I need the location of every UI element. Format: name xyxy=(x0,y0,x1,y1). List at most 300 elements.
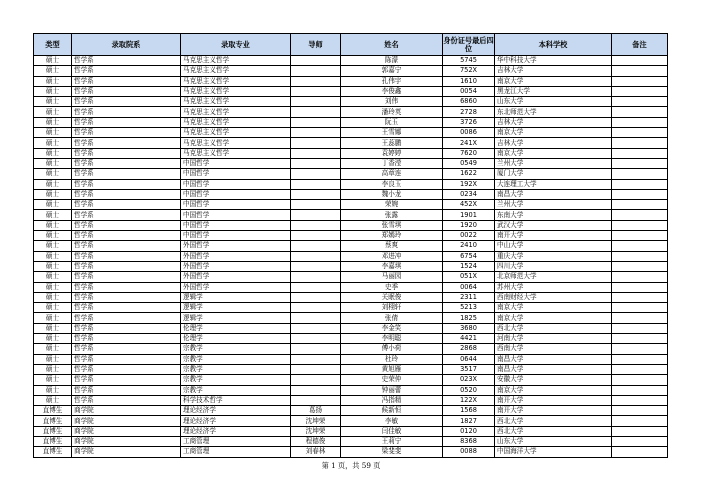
cell-id-last4: 1622 xyxy=(443,169,495,179)
cell-name: 孔伟宇 xyxy=(341,76,443,86)
cell-id-last4: 0520 xyxy=(443,385,495,395)
cell-id-last4: 2728 xyxy=(443,107,495,117)
cell-id-last4: 1524 xyxy=(443,261,495,271)
header-undergrad-school: 本科学校 xyxy=(495,34,612,56)
cell-type: 硕士 xyxy=(34,364,72,374)
cell-department: 哲学系 xyxy=(72,86,181,96)
cell-type: 硕士 xyxy=(34,334,72,344)
cell-remarks xyxy=(612,148,668,158)
cell-type: 硕士 xyxy=(34,158,72,168)
table-row xyxy=(34,395,668,405)
cell-department: 哲学系 xyxy=(72,179,181,189)
cell-supervisor xyxy=(291,334,341,344)
cell-major: 马克思主义哲学 xyxy=(181,117,291,127)
table-row xyxy=(34,375,668,385)
cell-major: 逻辑学 xyxy=(181,292,291,302)
cell-supervisor xyxy=(291,231,341,241)
cell-supervisor xyxy=(291,117,341,127)
cell-supervisor xyxy=(291,261,341,271)
cell-type: 直博生 xyxy=(34,436,72,446)
cell-supervisor: 刘春林 xyxy=(291,447,341,457)
cell-remarks xyxy=(612,128,668,138)
cell-major: 宗教学 xyxy=(181,354,291,364)
cell-remarks xyxy=(612,241,668,251)
cell-supervisor xyxy=(291,66,341,76)
cell-undergrad-school: 南昌大学 xyxy=(495,364,612,374)
cell-department: 哲学系 xyxy=(72,344,181,354)
cell-remarks xyxy=(612,107,668,117)
cell-id-last4: 6860 xyxy=(443,97,495,107)
cell-supervisor: 沈坤荣 xyxy=(291,416,341,426)
cell-major: 马克思主义哲学 xyxy=(181,97,291,107)
cell-id-last4: 452X xyxy=(443,200,495,210)
admission-table xyxy=(33,33,668,458)
table-row xyxy=(34,128,668,138)
cell-id-last4: 3517 xyxy=(443,364,495,374)
cell-name: 史荣仲 xyxy=(341,375,443,385)
cell-department: 商学院 xyxy=(72,426,181,436)
cell-name: 潘玲英 xyxy=(341,107,443,117)
cell-name: 梁斐斐 xyxy=(341,447,443,457)
cell-type: 硕士 xyxy=(34,86,72,96)
cell-id-last4: 0234 xyxy=(443,189,495,199)
cell-remarks xyxy=(612,220,668,230)
cell-major: 马克思主义哲学 xyxy=(181,128,291,138)
cell-major: 马克思主义哲学 xyxy=(181,56,291,66)
cell-supervisor xyxy=(291,128,341,138)
table-row xyxy=(34,231,668,241)
cell-supervisor xyxy=(291,241,341,251)
cell-department: 哲学系 xyxy=(72,303,181,313)
cell-type: 硕士 xyxy=(34,210,72,220)
cell-type: 硕士 xyxy=(34,303,72,313)
table-row xyxy=(34,416,668,426)
table-row xyxy=(34,107,668,117)
cell-remarks xyxy=(612,292,668,302)
cell-id-last4: 7620 xyxy=(443,148,495,158)
cell-department: 哲学系 xyxy=(72,158,181,168)
cell-id-last4: 0120 xyxy=(443,426,495,436)
table-row xyxy=(34,323,668,333)
cell-department: 商学院 xyxy=(72,447,181,457)
cell-remarks xyxy=(612,406,668,416)
cell-undergrad-school: 黑龙江大学 xyxy=(495,86,612,96)
cell-undergrad-school: 南京大学 xyxy=(495,76,612,86)
header-major: 录取专业 xyxy=(181,34,291,56)
cell-name: 蔡爽 xyxy=(341,241,443,251)
cell-department: 哲学系 xyxy=(72,251,181,261)
cell-id-last4: 1901 xyxy=(443,210,495,220)
cell-type: 硕士 xyxy=(34,117,72,127)
cell-type: 硕士 xyxy=(34,292,72,302)
cell-remarks xyxy=(612,344,668,354)
table-row xyxy=(34,385,668,395)
cell-undergrad-school: 西南大学 xyxy=(495,344,612,354)
cell-supervisor xyxy=(291,344,341,354)
cell-major: 伦理学 xyxy=(181,323,291,333)
table-row xyxy=(34,313,668,323)
cell-department: 哲学系 xyxy=(72,128,181,138)
cell-undergrad-school: 北京师范大学 xyxy=(495,272,612,282)
cell-supervisor xyxy=(291,138,341,148)
cell-remarks xyxy=(612,117,668,127)
cell-name: 王蕊鹏 xyxy=(341,138,443,148)
cell-supervisor: 程德俊 xyxy=(291,436,341,446)
cell-department: 哲学系 xyxy=(72,395,181,405)
cell-type: 硕士 xyxy=(34,313,72,323)
cell-undergrad-school: 南开大学 xyxy=(495,231,612,241)
cell-major: 马克思主义哲学 xyxy=(181,86,291,96)
cell-type: 硕士 xyxy=(34,56,72,66)
cell-name: 杜玲 xyxy=(341,354,443,364)
header-department: 录取院系 xyxy=(72,34,181,56)
cell-type: 硕士 xyxy=(34,138,72,148)
cell-name: 郭嘉宁 xyxy=(341,66,443,76)
cell-remarks xyxy=(612,426,668,436)
cell-department: 哲学系 xyxy=(72,385,181,395)
cell-name: 傅小荷 xyxy=(341,344,443,354)
cell-major: 中国哲学 xyxy=(181,231,291,241)
cell-remarks xyxy=(612,97,668,107)
cell-undergrad-school: 山东大学 xyxy=(495,436,612,446)
cell-major: 马克思主义哲学 xyxy=(181,148,291,158)
cell-supervisor xyxy=(291,220,341,230)
cell-remarks xyxy=(612,375,668,385)
table-row xyxy=(34,251,668,261)
cell-name: 候新恒 xyxy=(341,406,443,416)
table-row xyxy=(34,261,668,271)
cell-remarks xyxy=(612,313,668,323)
table-row xyxy=(34,56,668,66)
cell-type: 硕士 xyxy=(34,282,72,292)
cell-undergrad-school: 兰州大学 xyxy=(495,200,612,210)
cell-name: 袁婷婷 xyxy=(341,148,443,158)
cell-id-last4: 241X xyxy=(443,138,495,148)
cell-undergrad-school: 武汉大学 xyxy=(495,220,612,230)
cell-name: 荣婉 xyxy=(341,200,443,210)
cell-remarks xyxy=(612,303,668,313)
cell-department: 商学院 xyxy=(72,436,181,446)
table-row xyxy=(34,158,668,168)
cell-name: 冯指精 xyxy=(341,395,443,405)
cell-name: 丁香滢 xyxy=(341,158,443,168)
table-row xyxy=(34,117,668,127)
cell-id-last4: 5745 xyxy=(443,56,495,66)
cell-department: 哲学系 xyxy=(72,282,181,292)
cell-name: 张雪琪 xyxy=(341,220,443,230)
cell-name: 黄旭雁 xyxy=(341,364,443,374)
cell-supervisor xyxy=(291,282,341,292)
cell-major: 逻辑学 xyxy=(181,303,291,313)
cell-department: 哲学系 xyxy=(72,272,181,282)
cell-major: 马克思主义哲学 xyxy=(181,138,291,148)
cell-remarks xyxy=(612,56,668,66)
cell-id-last4: 0549 xyxy=(443,158,495,168)
cell-name: 陈濛 xyxy=(341,56,443,66)
cell-name: 闫佳敏 xyxy=(341,426,443,436)
cell-type: 硕士 xyxy=(34,385,72,395)
cell-id-last4: 0088 xyxy=(443,447,495,457)
cell-remarks xyxy=(612,76,668,86)
cell-remarks xyxy=(612,395,668,405)
cell-department: 哲学系 xyxy=(72,66,181,76)
cell-undergrad-school: 南京大学 xyxy=(495,148,612,158)
cell-supervisor xyxy=(291,158,341,168)
cell-name: 李敏 xyxy=(341,416,443,426)
cell-remarks xyxy=(612,282,668,292)
cell-type: 硕士 xyxy=(34,66,72,76)
cell-name: 钟丽蕾 xyxy=(341,385,443,395)
cell-undergrad-school: 南开大学 xyxy=(495,406,612,416)
cell-remarks xyxy=(612,354,668,364)
cell-supervisor xyxy=(291,272,341,282)
cell-name: 李金笑 xyxy=(341,323,443,333)
cell-name: 史季 xyxy=(341,282,443,292)
cell-type: 硕士 xyxy=(34,189,72,199)
cell-major: 中国哲学 xyxy=(181,210,291,220)
cell-type: 硕士 xyxy=(34,179,72,189)
cell-major: 中国哲学 xyxy=(181,220,291,230)
header-supervisor: 导师 xyxy=(291,34,341,56)
table-row xyxy=(34,282,668,292)
cell-supervisor xyxy=(291,364,341,374)
cell-undergrad-school: 南京大学 xyxy=(495,385,612,395)
cell-department: 哲学系 xyxy=(72,261,181,271)
cell-type: 硕士 xyxy=(34,128,72,138)
cell-type: 硕士 xyxy=(34,241,72,251)
cell-remarks xyxy=(612,158,668,168)
header-remarks: 备注 xyxy=(612,34,668,56)
cell-department: 哲学系 xyxy=(72,97,181,107)
table-row xyxy=(34,220,668,230)
table-row xyxy=(34,436,668,446)
cell-remarks xyxy=(612,385,668,395)
cell-major: 外国哲学 xyxy=(181,251,291,261)
cell-supervisor xyxy=(291,210,341,220)
cell-undergrad-school: 南开大学 xyxy=(495,395,612,405)
cell-id-last4: 0086 xyxy=(443,128,495,138)
cell-major: 宗教学 xyxy=(181,364,291,374)
header-id-last4: 身份证号最后四位 xyxy=(443,34,495,56)
table-row xyxy=(34,97,668,107)
cell-undergrad-school: 苏州大学 xyxy=(495,282,612,292)
cell-major: 马克思主义哲学 xyxy=(181,66,291,76)
cell-major: 宗教学 xyxy=(181,385,291,395)
cell-supervisor xyxy=(291,76,341,86)
cell-id-last4: 0064 xyxy=(443,282,495,292)
table-row xyxy=(34,179,668,189)
cell-type: 直博生 xyxy=(34,416,72,426)
cell-id-last4: 0022 xyxy=(443,231,495,241)
cell-major: 宗教学 xyxy=(181,344,291,354)
cell-id-last4: 3680 xyxy=(443,323,495,333)
cell-undergrad-school: 西北大学 xyxy=(495,323,612,333)
cell-department: 哲学系 xyxy=(72,292,181,302)
cell-type: 硕士 xyxy=(34,354,72,364)
cell-undergrad-school: 安徽大学 xyxy=(495,375,612,385)
cell-undergrad-school: 厦门大学 xyxy=(495,169,612,179)
cell-type: 硕士 xyxy=(34,323,72,333)
table-row xyxy=(34,189,668,199)
cell-remarks xyxy=(612,436,668,446)
cell-department: 哲学系 xyxy=(72,56,181,66)
cell-remarks xyxy=(612,200,668,210)
cell-name: 郑嫣玲 xyxy=(341,231,443,241)
cell-type: 硕士 xyxy=(34,97,72,107)
table-row xyxy=(34,354,668,364)
cell-supervisor xyxy=(291,385,341,395)
cell-type: 直博生 xyxy=(34,426,72,436)
cell-name: 高章连 xyxy=(341,169,443,179)
cell-name: 李嘉琪 xyxy=(341,261,443,271)
cell-type: 硕士 xyxy=(34,395,72,405)
cell-department: 哲学系 xyxy=(72,220,181,230)
cell-undergrad-school: 河南大学 xyxy=(495,334,612,344)
cell-remarks xyxy=(612,86,668,96)
cell-type: 硕士 xyxy=(34,261,72,271)
table-row xyxy=(34,292,668,302)
cell-name: 魏小龙 xyxy=(341,189,443,199)
cell-department: 商学院 xyxy=(72,406,181,416)
table-row xyxy=(34,334,668,344)
cell-supervisor: 葛扬 xyxy=(291,406,341,416)
cell-supervisor xyxy=(291,107,341,117)
cell-remarks xyxy=(612,251,668,261)
cell-major: 马克思主义哲学 xyxy=(181,107,291,117)
cell-department: 哲学系 xyxy=(72,375,181,385)
table-row xyxy=(34,406,668,416)
cell-remarks xyxy=(612,231,668,241)
cell-supervisor xyxy=(291,56,341,66)
cell-id-last4: 1920 xyxy=(443,220,495,230)
cell-major: 逻辑学 xyxy=(181,313,291,323)
table-row xyxy=(34,241,668,251)
table-row xyxy=(34,426,668,436)
table-row xyxy=(34,364,668,374)
cell-supervisor xyxy=(291,200,341,210)
cell-name: 张露 xyxy=(341,210,443,220)
cell-undergrad-school: 南京大学 xyxy=(495,128,612,138)
cell-supervisor xyxy=(291,148,341,158)
cell-department: 哲学系 xyxy=(72,323,181,333)
cell-id-last4: 2868 xyxy=(443,344,495,354)
header-name: 姓名 xyxy=(341,34,443,56)
table-row xyxy=(34,447,668,457)
cell-undergrad-school: 南昌大学 xyxy=(495,189,612,199)
cell-undergrad-school: 中国海洋大学 xyxy=(495,447,612,457)
cell-type: 直博生 xyxy=(34,447,72,457)
cell-major: 中国哲学 xyxy=(181,200,291,210)
table-row xyxy=(34,303,668,313)
cell-department: 哲学系 xyxy=(72,107,181,117)
cell-major: 外国哲学 xyxy=(181,241,291,251)
cell-type: 直博生 xyxy=(34,406,72,416)
cell-undergrad-school: 西北大学 xyxy=(495,426,612,436)
cell-supervisor xyxy=(291,86,341,96)
table-row xyxy=(34,66,668,76)
cell-id-last4: 5213 xyxy=(443,303,495,313)
table-row xyxy=(34,169,668,179)
cell-remarks xyxy=(612,138,668,148)
cell-major: 中国哲学 xyxy=(181,179,291,189)
cell-undergrad-school: 西南财经大学 xyxy=(495,292,612,302)
cell-department: 哲学系 xyxy=(72,117,181,127)
cell-department: 哲学系 xyxy=(72,231,181,241)
cell-remarks xyxy=(612,189,668,199)
cell-type: 硕士 xyxy=(34,231,72,241)
cell-remarks xyxy=(612,210,668,220)
cell-name: 马丽园 xyxy=(341,272,443,282)
cell-type: 硕士 xyxy=(34,344,72,354)
cell-major: 科学技术哲学 xyxy=(181,395,291,405)
cell-supervisor xyxy=(291,323,341,333)
cell-supervisor xyxy=(291,395,341,405)
cell-department: 哲学系 xyxy=(72,138,181,148)
cell-remarks xyxy=(612,447,668,457)
cell-supervisor xyxy=(291,97,341,107)
cell-undergrad-school: 吉林大学 xyxy=(495,117,612,127)
cell-id-last4: 1825 xyxy=(443,313,495,323)
cell-id-last4: 023X xyxy=(443,375,495,385)
cell-name: 张倩 xyxy=(341,313,443,323)
cell-id-last4: 0054 xyxy=(443,86,495,96)
cell-remarks xyxy=(612,179,668,189)
table-row xyxy=(34,210,668,220)
cell-type: 硕士 xyxy=(34,220,72,230)
page-footer: 第 1 页，共 59 页 xyxy=(321,461,381,470)
table-row xyxy=(34,86,668,96)
cell-department: 哲学系 xyxy=(72,210,181,220)
cell-major: 工商管理 xyxy=(181,447,291,457)
cell-id-last4: 752X xyxy=(443,66,495,76)
table-row xyxy=(34,138,668,148)
cell-undergrad-school: 吉林大学 xyxy=(495,66,612,76)
cell-undergrad-school: 南昌大学 xyxy=(495,354,612,364)
table-row xyxy=(34,148,668,158)
cell-department: 哲学系 xyxy=(72,76,181,86)
cell-department: 哲学系 xyxy=(72,354,181,364)
cell-id-last4: 8368 xyxy=(443,436,495,446)
cell-name: 刘伟 xyxy=(341,97,443,107)
cell-name: 关眠俊 xyxy=(341,292,443,302)
cell-supervisor: 沈坤荣 xyxy=(291,426,341,436)
cell-type: 硕士 xyxy=(34,272,72,282)
cell-type: 硕士 xyxy=(34,148,72,158)
cell-department: 哲学系 xyxy=(72,189,181,199)
cell-supervisor xyxy=(291,292,341,302)
cell-name: 刘栩轩 xyxy=(341,303,443,313)
cell-undergrad-school: 中山大学 xyxy=(495,241,612,251)
cell-id-last4: 4421 xyxy=(443,334,495,344)
cell-type: 硕士 xyxy=(34,375,72,385)
cell-major: 宗教学 xyxy=(181,375,291,385)
cell-id-last4: 051X xyxy=(443,272,495,282)
cell-name: 王雪娜 xyxy=(341,128,443,138)
cell-remarks xyxy=(612,261,668,271)
cell-supervisor xyxy=(291,375,341,385)
cell-supervisor xyxy=(291,354,341,364)
cell-undergrad-school: 兰州大学 xyxy=(495,158,612,168)
cell-type: 硕士 xyxy=(34,200,72,210)
cell-name: 王莉宁 xyxy=(341,436,443,446)
cell-undergrad-school: 东南大学 xyxy=(495,210,612,220)
cell-type: 硕士 xyxy=(34,169,72,179)
cell-id-last4: 0644 xyxy=(443,354,495,364)
cell-undergrad-school: 重庆大学 xyxy=(495,251,612,261)
table-row xyxy=(34,76,668,86)
cell-major: 中国哲学 xyxy=(181,158,291,168)
cell-supervisor xyxy=(291,251,341,261)
